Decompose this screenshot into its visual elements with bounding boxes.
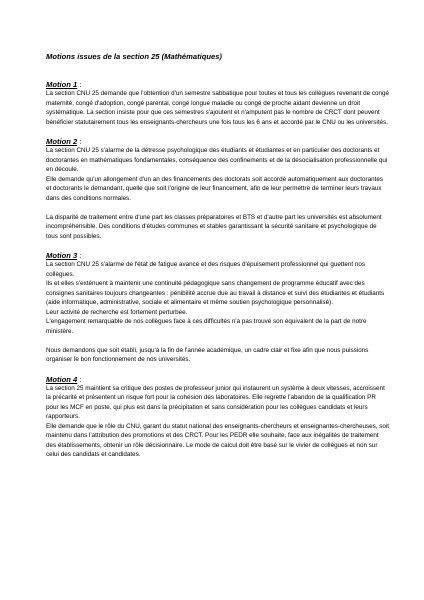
motion-line: La section CNU 25 demande que l'obtention d'un semestre sabbatique pour toutes et tous les collègues revenant de congé maternité, congé d'adoption, congé parental, congé longue maladie ou congé de proche aidant devienne un droit systématique. La section insiste pour que ces semestres s'ajoutent et n'amputent pas le nombre de CRCT dont peuvent bénéficier statutairement tous les enseignants-chercheurs une fois tous les 6 ans et accordé par le CNU ou les universités. — [46, 90, 390, 126]
motion-heading — [46, 80, 390, 89]
motion-line: La section CNU 25 s'alarme de l'état de fatigue avancé et des risques d'épuisement professionnel qui guettent nos collègues. — [46, 261, 365, 278]
motion-heading — [46, 375, 390, 384]
motion-4 — [46, 375, 390, 460]
motion-line: Nous demandons que soit établi, jusqu'à la fin de l'année académique, un cadre clair et fixe afin que nous puissions organiser le bon fonctionnement de nos universités. — [46, 346, 369, 363]
motion-line: Ils et elles s'exténuent à maintenir une continuité pédagogique sans changement de programme éducatif avec des consignes sanitaires toujours changeantes : pénibilité accrue due au travail à distance et suivi des étudiantes et étudiants (aide informatique, administrative, sociale et alimentaire et même soutien psychologique personnalisé). — [46, 280, 385, 306]
motion-line: L'engagement remarquable de nos collègues face à ces difficultés n'a pas trouvé son équivalent de la part de notre ministère. — [46, 318, 367, 335]
motion-line: Elle demande qu'un allongement d'un an des financements des doctorats soit accordé automatiquement aux doctorantes et doctorants le demandant, quelle que soit l'origine de leur financement, afin de leur permettre de terminer leurs travaux dans des conditions normales. — [46, 175, 384, 202]
motion-heading-title: Motion 3 — [46, 251, 78, 260]
motion-heading-title: Motion 4 — [46, 374, 78, 384]
motion-heading — [46, 251, 390, 260]
motion-line: Leur activité de recherche est fortement perturbée. — [46, 308, 188, 316]
motion-heading-title: Motion 2 — [46, 137, 78, 146]
motion-heading — [46, 137, 390, 146]
motion-heading-suffix: : — [77, 251, 82, 260]
motion-line: La section 25 maintient sa critique des postes de professeur junior qui instaurent un système à deux vitesses, accroissent la précarité et présentent un risque fort pour la cohésion des laboratoires. Elle regrette l'abandon de la qualification PR pour les MCF en poste, qui plus est dans la précipitation et sans considération pour les collègues candidats et leurs rapporteurs. — [46, 384, 385, 420]
motion-3 — [46, 251, 390, 365]
motion-1 — [46, 80, 390, 127]
motion-heading-suffix: : — [77, 137, 82, 146]
motion-2 — [46, 137, 390, 241]
motion-heading-suffix: : — [77, 374, 82, 384]
document-title: Motions issues de la section 25 (Mathématiques) — [46, 52, 222, 61]
motion-heading-suffix: : — [77, 80, 82, 89]
motion-line: Elle demande que le rôle du CNU, garant du statut national des enseignants-chercheurs et enseignantes-chercheuses, soit maintenu dans l'attribution des promotions et des CRCT. Pour les PEDR elle souhaite, face aux inégalités de traitement des établissements, obtenir un rôle décisionnaire. Le mode de calcul doit être basé sur le vivier de collègues et non sur celui des candidats et candidates. — [46, 422, 390, 458]
motion-heading-title: Motion 1 — [46, 80, 78, 89]
motion-line: La disparité de traitement entre d'une part les classes préparatoires et BTS et d'autre part les universités est absolument incompréhensible. Des conditions d'études communes et stables garantissant la sécurité sanitaire et psychologique de tous sont possibles. — [46, 213, 382, 240]
motion-line: La section CNU 25 s'alarme de la détresse psychologique des étudiants et étudiantes et en particulier des doctorants et doctorantes en mathématiques fondamentales, conséquence des confinements et de la désocialisation professionnelle qui en découle. — [46, 147, 388, 173]
